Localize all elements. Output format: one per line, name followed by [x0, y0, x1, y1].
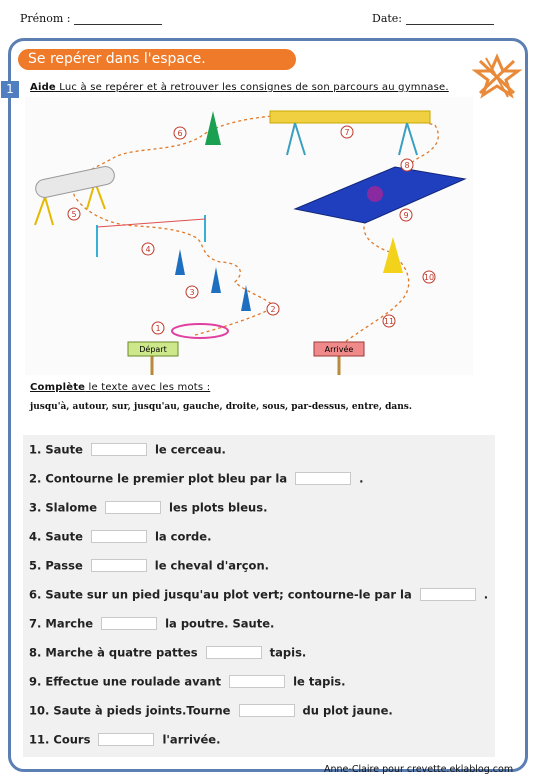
- sentence-number: 2.: [29, 471, 42, 486]
- sentence-11: [29, 731, 220, 747]
- sentence-after: .: [483, 587, 489, 602]
- marker-7: 7: [344, 128, 350, 137]
- answer-blank[interactable]: [101, 617, 157, 630]
- answer-blank[interactable]: [239, 704, 295, 717]
- page-title: Se repérer dans l'espace.: [18, 49, 296, 70]
- sentence-after: tapis.: [269, 645, 307, 660]
- complete-text: le texte avec les mots :: [85, 382, 211, 393]
- sentence-after: le cerceau.: [154, 442, 226, 457]
- sentence-before: Contourne le premier plot bleu par la: [45, 471, 288, 486]
- complete-instruction: [30, 382, 210, 393]
- mat-ball: [367, 186, 383, 202]
- aide-text: Luc à se repérer et à retrouver les consignes de son parcours au gymnase.: [55, 82, 449, 93]
- sentence-after: le cheval d'arçon.: [154, 558, 270, 573]
- sentence-8: [29, 644, 306, 660]
- sentence-number: 9.: [29, 674, 42, 689]
- sentence-number: 5.: [29, 558, 42, 573]
- answer-blank[interactable]: [91, 443, 147, 456]
- sentence-after: la poutre. Saute.: [165, 616, 275, 631]
- sentence-before: Marche à quatre pattes: [45, 645, 198, 660]
- marker-8: 8: [404, 161, 410, 170]
- date-line: [406, 14, 494, 25]
- marker-2: 2: [270, 305, 276, 314]
- answer-blank[interactable]: [420, 588, 476, 601]
- arrivee-label: Arrivée: [324, 345, 354, 354]
- crossed-star-logo-icon: [472, 53, 522, 101]
- sentence-number: 10.: [29, 703, 50, 718]
- sentence-before: Saute: [45, 529, 83, 544]
- aide-label: Aide: [30, 82, 56, 93]
- sentence-after: du plot jaune.: [302, 703, 393, 718]
- marker-3: 3: [189, 288, 195, 297]
- complete-label: Complète: [30, 382, 86, 393]
- marker-1: 1: [155, 324, 161, 333]
- sentence-before: Cours: [53, 732, 91, 747]
- sentence-after: l'arrivée.: [162, 732, 221, 747]
- sentence-9: [29, 673, 345, 689]
- sentence-number: 6.: [29, 587, 42, 602]
- sentence-4: [29, 528, 211, 544]
- sentence-2: [29, 470, 364, 486]
- prenom-line: [74, 14, 162, 25]
- marker-5: 5: [71, 210, 77, 219]
- sentences-panel: [23, 435, 495, 757]
- answer-blank[interactable]: [91, 559, 147, 572]
- diagram-background: [25, 97, 473, 375]
- sentence-3: [29, 499, 267, 515]
- date-field: [372, 12, 494, 25]
- date-label: Date:: [372, 12, 403, 25]
- sentence-after: la corde.: [154, 529, 212, 544]
- sentence-before: Saute sur un pied jusqu'au plot vert; contourne-le par la: [45, 587, 412, 602]
- footer-credit: Anne-Claire pour crevette.eklablog.com: [324, 764, 514, 775]
- sentence-1: [29, 441, 226, 457]
- sentence-after: .: [359, 471, 364, 486]
- gym-course-diagram: [25, 97, 473, 375]
- sentence-before: Slalome: [45, 500, 98, 515]
- sentence-after: le tapis.: [293, 674, 346, 689]
- sentence-before: Passe: [45, 558, 83, 573]
- sentence-before: Saute à pieds joints.Tourne: [53, 703, 231, 718]
- answer-blank[interactable]: [98, 733, 154, 746]
- marker-6: 6: [177, 129, 183, 138]
- sentence-5: [29, 557, 269, 573]
- prenom-field: [20, 12, 162, 25]
- word-bank: jusqu'à, autour, sur, jusqu'au, gauche, droite, sous, par-dessus, entre, dans.: [30, 402, 412, 412]
- sentence-number: 8.: [29, 645, 42, 660]
- marker-10: 10: [423, 273, 435, 282]
- sentence-number: 4.: [29, 529, 42, 544]
- marker-9: 9: [403, 211, 409, 220]
- sentence-number: 1.: [29, 442, 42, 457]
- aide-instruction: [30, 82, 449, 93]
- sentence-10: [29, 702, 393, 718]
- sentence-number: 7.: [29, 616, 42, 631]
- sentence-number: 11.: [29, 732, 50, 747]
- sentence-before: Effectue une roulade avant: [45, 674, 222, 689]
- marker-11: 11: [383, 317, 395, 326]
- sentence-number: 3.: [29, 500, 42, 515]
- sentence-after: les plots bleus.: [169, 500, 268, 515]
- answer-blank[interactable]: [295, 472, 351, 485]
- sentence-6: [29, 586, 488, 602]
- sentence-before: Saute: [45, 442, 83, 457]
- answer-blank[interactable]: [91, 530, 147, 543]
- answer-blank[interactable]: [105, 501, 161, 514]
- sentence-before: Marche: [45, 616, 94, 631]
- answer-blank[interactable]: [229, 675, 285, 688]
- marker-4: 4: [145, 245, 151, 254]
- answer-blank[interactable]: [206, 646, 262, 659]
- depart-label: Départ: [139, 345, 167, 354]
- prenom-label: Prénom :: [20, 12, 71, 25]
- exercise-number-badge: 1: [1, 81, 19, 98]
- sentence-7: [29, 615, 274, 631]
